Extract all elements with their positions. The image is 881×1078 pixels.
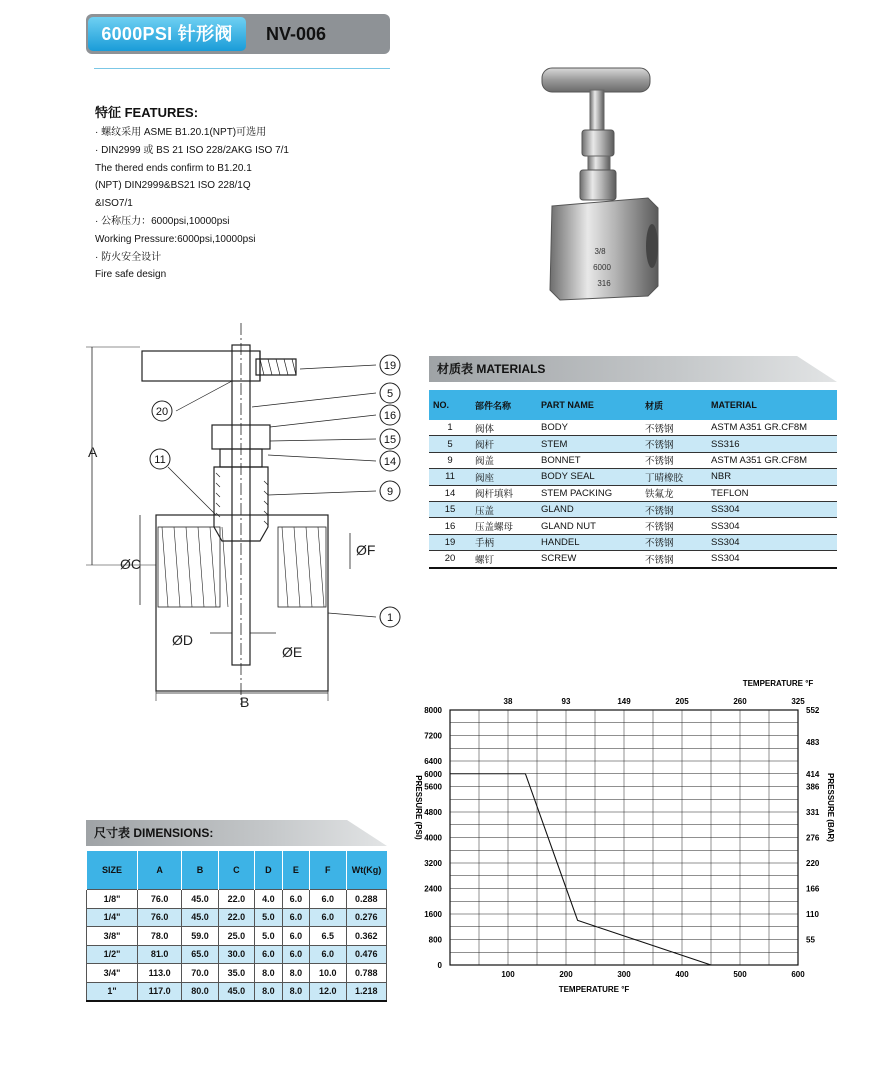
table-cell: 3/8" [87,927,138,946]
table-cell: 阀座 [471,469,537,485]
table-cell: 不锈钢 [641,452,707,468]
y-tick-label: 2400 [424,884,442,894]
table-cell: 6.0 [310,945,346,964]
table-cell: 不锈钢 [641,518,707,534]
table-cell: BODY [537,420,641,436]
table-cell: 70.0 [182,964,218,983]
y2-tick-label: 110 [806,910,819,919]
materials-table [429,390,837,569]
table-cell: ASTM A351 GR.CF8M [707,420,837,436]
technical-drawing [80,315,410,715]
table-cell: 8.0 [282,964,309,983]
table-cell: 1/8" [87,890,138,909]
y2-tick-label: 386 [806,782,820,792]
table-cell: 25.0 [218,927,254,946]
y2-axis-label: PRESSURE (BAR) [826,773,835,842]
x2-tick-label: 260 [733,697,747,706]
table-cell: GLAND [537,501,641,517]
y-tick-label: 1600 [424,910,442,919]
table-cell: 0.476 [346,945,387,964]
table-row [429,485,837,501]
column-header: NO. [429,390,471,420]
handle-bar [542,68,650,92]
table-cell: 阀杆填料 [471,485,537,501]
feature-line: Fire safe design [95,269,167,281]
table-row [87,982,387,1001]
column-header: Wt(Kg) [346,851,387,890]
x-tick-label: 100 [501,970,515,979]
y2-tick-label: 331 [806,808,820,817]
table-cell: STEM [537,436,641,452]
x2-tick-label: 325 [791,697,805,706]
table-cell: HANDEL [537,534,641,550]
x-tick-label: 300 [617,970,631,979]
table-row [87,908,387,927]
callout-label: 16 [383,410,397,422]
table-cell: 丁晴橡胶 [641,469,707,485]
stem [590,90,604,132]
x-tick-label: 500 [733,970,747,979]
table-row [429,452,837,468]
y-tick-label: 7200 [424,731,442,741]
table-cell: 不锈钢 [641,534,707,550]
y-axis-label: PRESSURE (PSI) [414,775,423,840]
callout-label: 1 [386,612,394,624]
table-cell: 0.288 [346,890,387,909]
table-cell: 0.362 [346,927,387,946]
table-cell: 手柄 [471,534,537,550]
y2-tick-label: 414 [806,769,820,779]
table-cell: 9 [429,452,471,468]
column-header: MATERIAL [707,390,837,420]
table-cell: 78.0 [138,927,182,946]
table-cell: 阀盖 [471,452,537,468]
y-tick-label: 800 [428,935,442,945]
callout-label: 15 [383,434,397,446]
y2-tick-label: 55 [806,935,815,945]
bonnet-thread [588,156,610,170]
table-cell: 6.0 [282,927,309,946]
table-cell: 1/4" [87,908,138,927]
dimensions-header [86,820,387,846]
table-row [87,964,387,983]
table-cell: 不锈钢 [641,501,707,517]
table-cell: 压盖 [471,501,537,517]
column-header: F [310,851,346,890]
table-cell: BONNET [537,452,641,468]
feature-line: (NPT) DIN2999&BS21 ISO 228/1Q [95,180,251,192]
features-list [95,124,289,284]
dim-label: ØD [172,632,193,648]
table-cell: 45.0 [182,908,218,927]
table-row [87,927,387,946]
x2-tick-label: 205 [675,697,689,706]
y2-tick-label: 276 [806,833,820,843]
table-cell: STEM PACKING [537,485,641,501]
pressure-temperature-chart [400,672,870,1002]
table-cell: GLAND NUT [537,518,641,534]
x2-axis-label: TEMPERATURE °F [742,679,814,688]
table-cell: 15 [429,501,471,517]
x-tick-label: 400 [675,970,689,979]
table-cell: 阀杆 [471,436,537,452]
table-cell: 8.0 [282,982,309,1001]
table-cell: SS304 [707,534,837,550]
features-title: 特征 FEATURES: [95,105,199,120]
table-cell: 压盖螺母 [471,518,537,534]
table-cell: 12.0 [310,982,346,1001]
table-cell: 5 [429,436,471,452]
table-cell: 0.276 [346,908,387,927]
table-cell: 0.788 [346,964,387,983]
y-tick-label: 4000 [424,833,442,843]
feature-line: Working Pressure:6000psi,10000psi [95,233,256,245]
table-cell: 阀体 [471,420,537,436]
table-cell: 20 [429,551,471,568]
column-header: SIZE [87,851,138,890]
table-header-row [87,851,387,890]
table-cell: SCREW [537,551,641,568]
table-cell: NBR [707,469,837,485]
table-cell: 30.0 [218,945,254,964]
table-cell: 6.0 [255,945,282,964]
table-cell: 3/4" [87,964,138,983]
feature-line: · DIN2999 或 BS 21 ISO 228/2AKG ISO 7/1 [95,144,289,156]
table-cell: TEFLON [707,485,837,501]
y2-tick-label: 552 [806,706,820,715]
table-cell: 6.0 [310,890,346,909]
column-header: C [218,851,254,890]
table-cell: 19 [429,534,471,550]
materials-title: 材质表 MATERIALS [437,362,546,376]
table-row [429,469,837,485]
column-header: E [282,851,309,890]
callout-label: 19 [383,360,397,372]
port-opening [646,224,658,268]
table-cell: 113.0 [138,964,182,983]
y-tick-label: 5600 [424,782,442,792]
feature-line: · 螺纹采用 ASME B1.20.1(NPT)可选用 [95,127,267,138]
header-divider [94,68,390,69]
table-cell: ASTM A351 GR.CF8M [707,452,837,468]
table-cell: 6.0 [282,890,309,909]
table-cell: 6.5 [310,927,346,946]
table-row [429,436,837,452]
table-cell: 5.0 [255,908,282,927]
dimensions-table [86,851,387,1002]
dim-label: ØC [120,556,141,572]
table-cell: 16 [429,518,471,534]
feature-line: · 防火安全设计 [95,251,162,263]
table-cell: 10.0 [310,964,346,983]
table-cell: 80.0 [182,982,218,1001]
x2-tick-label: 149 [617,697,631,706]
table-cell: 6.0 [282,945,309,964]
y-tick-label: 0 [437,961,442,970]
y-tick-label: 6000 [424,769,442,779]
table-row [87,945,387,964]
table-cell: 1 [429,420,471,436]
table-cell: 不锈钢 [641,420,707,436]
gland-nut [582,130,614,156]
materials-header [429,356,837,382]
column-header: B [182,851,218,890]
table-cell: 5.0 [255,927,282,946]
table-cell: 22.0 [218,890,254,909]
x-tick-label: 600 [791,970,805,979]
table-cell: 35.0 [218,964,254,983]
table-cell: 11 [429,469,471,485]
dim-label: B [240,694,250,710]
y2-tick-label: 166 [806,884,820,894]
column-header: PART NAME [537,390,641,420]
table-cell: 不锈钢 [641,551,707,568]
page-title: 6000PSI 针形阀 [88,17,246,51]
table-row [429,518,837,534]
table-header-row [429,390,837,420]
drawing-handle [142,351,260,381]
body-mark: 316 [597,279,611,288]
table-cell: 8.0 [255,982,282,1001]
table-cell: 45.0 [218,982,254,1001]
dim-label: ØF [356,542,376,558]
y2-tick-label: 483 [806,737,820,747]
x-tick-label: 200 [559,970,573,979]
body-mark: 6000 [593,263,611,272]
table-row [429,501,837,517]
y-tick-label: 8000 [424,706,442,715]
product-photo [530,58,670,308]
table-cell: 45.0 [182,890,218,909]
table-cell: 22.0 [218,908,254,927]
callout-label: 20 [155,406,169,418]
table-cell: 65.0 [182,945,218,964]
column-header: 材质 [641,390,707,420]
y-tick-label: 3200 [424,859,442,868]
callout-label: 9 [386,486,394,498]
body-mark: 3/8 [594,247,606,256]
callout-label: 14 [383,456,397,468]
table-cell: 6.0 [310,908,346,927]
table-cell: 4.0 [255,890,282,909]
table-cell: 铁氟龙 [641,485,707,501]
feature-line: · 公称压力：6000psi,10000psi [95,215,230,227]
column-header: D [255,851,282,890]
table-cell: 76.0 [138,890,182,909]
feature-line: &ISO7/1 [95,198,133,210]
x-axis-label: TEMPERATURE °F [558,985,630,994]
table-cell: 14 [429,485,471,501]
table-cell: 8.0 [255,964,282,983]
table-cell: BODY SEAL [537,469,641,485]
table-cell: 6.0 [282,908,309,927]
x2-tick-label: 38 [503,697,513,706]
dim-label: A [88,444,98,460]
table-cell: 81.0 [138,945,182,964]
model-number: NV-006 [266,24,327,44]
table-cell: 59.0 [182,927,218,946]
table-cell: SS304 [707,518,837,534]
y-tick-label: 4800 [424,808,442,817]
x2-tick-label: 93 [561,697,571,706]
table-row [429,534,837,550]
table-row [87,890,387,909]
table-cell: SS304 [707,501,837,517]
dimensions-title: 尺寸表 DIMENSIONS: [94,826,214,840]
table-cell: 1.218 [346,982,387,1001]
table-row [429,551,837,568]
table-cell: 不锈钢 [641,436,707,452]
y2-tick-label: 220 [806,859,820,868]
table-cell: SS316 [707,436,837,452]
column-header: A [138,851,182,890]
table-row [429,420,837,436]
table-cell: 1" [87,982,138,1001]
table-cell: 76.0 [138,908,182,927]
dim-label: ØE [282,644,303,660]
y-tick-label: 6400 [424,757,442,766]
column-header: 部件名称 [471,390,537,420]
table-cell: SS304 [707,551,837,568]
chart-grid [450,710,798,965]
bonnet [580,170,616,200]
callout-label: 11 [154,454,166,466]
table-cell: 117.0 [138,982,182,1001]
feature-line: The thered ends confirm to B1.20.1 [95,162,252,174]
callout-label: 5 [386,388,394,400]
table-cell: 1/2" [87,945,138,964]
table-cell: 螺钉 [471,551,537,568]
